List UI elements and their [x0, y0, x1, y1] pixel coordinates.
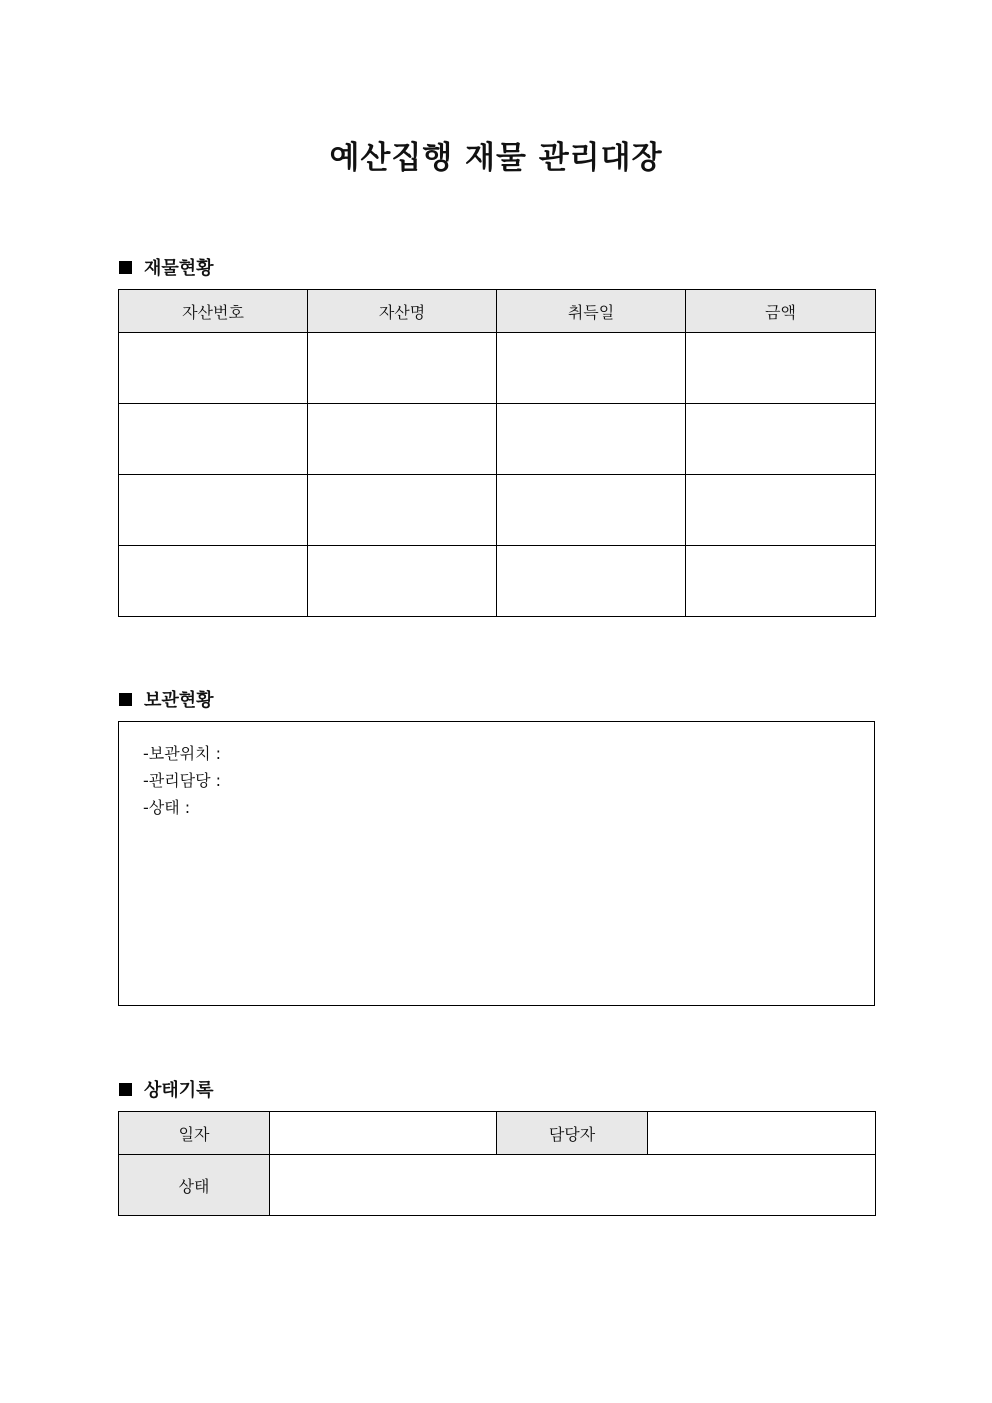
table-row: [119, 404, 876, 475]
table-cell[interactable]: [686, 333, 876, 404]
storage-location-line: -보관위치 :: [143, 744, 222, 763]
section-heading-label: 보관현황: [144, 690, 214, 711]
table-row: [119, 1112, 876, 1155]
table-cell[interactable]: [308, 333, 497, 404]
section-heading-asset-status: [119, 254, 214, 280]
condition-record-table: [118, 1111, 876, 1216]
table-cell[interactable]: [497, 475, 686, 546]
storage-details: [143, 740, 221, 821]
column-header-asset-name: 자산명: [308, 290, 497, 333]
table-row: [119, 1155, 876, 1216]
table-cell[interactable]: [686, 475, 876, 546]
table-row: [119, 333, 876, 404]
table-cell[interactable]: [686, 546, 876, 617]
table-cell[interactable]: [308, 546, 497, 617]
status-label: 상태: [119, 1155, 270, 1216]
black-square-bullet-icon: [119, 1083, 132, 1096]
column-header-amount: 금액: [686, 290, 876, 333]
column-header-acquisition-date: 취득일: [497, 290, 686, 333]
status-field[interactable]: [270, 1155, 876, 1216]
manager-label: 담당자: [497, 1112, 648, 1155]
document-title: 예산집행 재물 관리대장: [329, 140, 663, 176]
table-cell[interactable]: [497, 546, 686, 617]
table-cell[interactable]: [308, 475, 497, 546]
table-header-row: [119, 290, 876, 333]
date-field[interactable]: [270, 1112, 497, 1155]
table-cell[interactable]: [497, 333, 686, 404]
manager-line: -관리담당 :: [143, 771, 222, 790]
section-heading-label: 재물현황: [144, 258, 214, 279]
table-cell[interactable]: [308, 404, 497, 475]
table-row: [119, 475, 876, 546]
date-label: 일자: [119, 1112, 270, 1155]
condition-line: -상태 :: [143, 798, 191, 817]
table-cell[interactable]: [497, 404, 686, 475]
table-cell[interactable]: [119, 475, 308, 546]
table-row: [119, 546, 876, 617]
section-heading-label: 상태기록: [144, 1080, 214, 1101]
table-cell[interactable]: [119, 404, 308, 475]
table-cell[interactable]: [119, 333, 308, 404]
storage-status-box[interactable]: [118, 721, 875, 1006]
black-square-bullet-icon: [119, 693, 132, 706]
column-header-asset-number: 자산번호: [119, 290, 308, 333]
section-heading-condition-record: [119, 1076, 214, 1102]
table-cell[interactable]: [119, 546, 308, 617]
manager-field[interactable]: [648, 1112, 876, 1155]
table-cell[interactable]: [686, 404, 876, 475]
section-heading-storage-status: [119, 686, 214, 712]
asset-status-table: [118, 289, 876, 617]
black-square-bullet-icon: [119, 261, 132, 274]
